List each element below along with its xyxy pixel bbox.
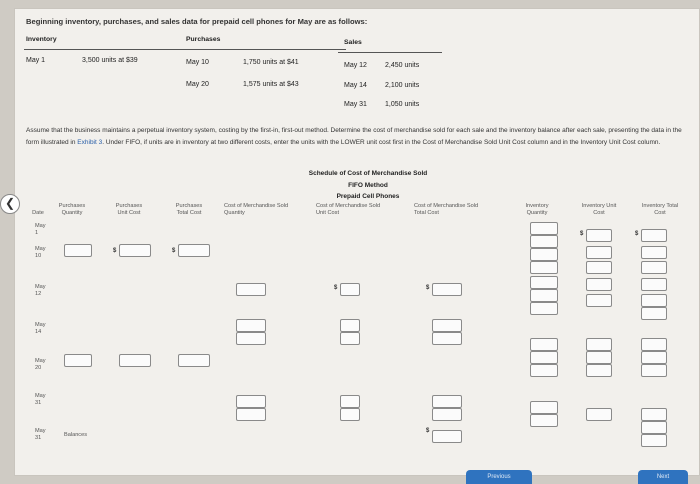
purchase-date: May 10 (186, 59, 209, 66)
cms-qty-input[interactable] (236, 395, 266, 408)
instructions-text: Assume that the business maintains a perpetual inventory system, costing by the first-in, first-out method. Determine the cost of merchandise sold for each sale and the inventory balance after each sale, presenting the data in the form illustrated in (26, 127, 682, 146)
currency-sign: $ (426, 285, 430, 291)
instructions (26, 125, 692, 149)
inventory-unit-cost-input[interactable] (586, 364, 612, 377)
row-month: May (35, 393, 46, 399)
cms-qty-input[interactable] (236, 283, 266, 296)
purchase-units: 1,750 units at $41 (243, 59, 299, 66)
row-label (35, 246, 46, 260)
inventory-qty-input[interactable] (530, 414, 558, 427)
row-label (35, 284, 46, 298)
currency-sign: $ (172, 248, 176, 254)
row-day: 1 (35, 230, 39, 236)
inventory-total-cost-input[interactable] (641, 351, 667, 364)
sale-date: May 31 (344, 101, 367, 108)
currency-sign: $ (580, 231, 584, 237)
cms-total-cost-input[interactable] (432, 408, 462, 421)
purchase-date: May 20 (186, 81, 209, 88)
inventory-qty-input[interactable] (530, 261, 558, 274)
col-inventory-total (628, 203, 692, 217)
inventory-qty-input[interactable] (530, 401, 558, 414)
purchase-unit-cost-input[interactable] (119, 244, 151, 257)
inventory-total-cost-input[interactable] (641, 421, 667, 434)
inventory-qty-input[interactable] (530, 222, 558, 235)
cms-total-cost-input[interactable] (432, 283, 462, 296)
instructions-text-2: . Under FIFO, if units are in inventory at two different costs, enter the units with the LOWER unit cost first in the Cost of Merchandise Sold Unit Cost column and in the Inventory Unit Cost column. (102, 138, 661, 146)
col-label: Quantity (526, 210, 548, 216)
cms-qty-input[interactable] (236, 319, 266, 332)
col-cms-qty (224, 203, 314, 217)
cms-unit-cost-input[interactable] (340, 408, 360, 421)
exhibit-link[interactable]: Exhibit 3 (77, 138, 103, 146)
cms-unit-cost-input[interactable] (340, 395, 360, 408)
inventory-unit-cost-input[interactable] (586, 229, 612, 242)
currency-sign: $ (635, 231, 639, 237)
inventory-unit-cost-input[interactable] (586, 351, 612, 364)
worksheet (14, 8, 700, 480)
col-label: Unit Cost (316, 210, 340, 216)
next-button[interactable]: Next (638, 470, 688, 484)
sale-units: 2,450 units (385, 62, 420, 69)
inventory-unit-cost-input[interactable] (586, 408, 612, 421)
col-label: Inventory Total (641, 203, 679, 209)
inventory-total-cost-input[interactable] (641, 246, 667, 259)
inventory-unit-cost-input[interactable] (586, 338, 612, 351)
inventory-total-cost-input[interactable] (641, 294, 667, 307)
purchase-units: 1,575 units at $43 (243, 81, 299, 88)
row-month: May (35, 246, 46, 252)
cms-qty-input[interactable] (236, 332, 266, 345)
row-month: May (35, 223, 46, 229)
col-label: Cost (654, 210, 666, 216)
sale-date: May 14 (344, 82, 367, 89)
row-day: 10 (35, 253, 42, 259)
inventory-qty-input[interactable] (530, 248, 558, 261)
back-arrow-icon[interactable]: ❮ (0, 194, 20, 214)
col-date: Date (32, 210, 44, 216)
inventory-unit-cost-input[interactable] (586, 294, 612, 307)
inventory-total-cost-input[interactable] (641, 307, 667, 320)
cms-unit-cost-input[interactable] (340, 283, 360, 296)
row-day: 31 (35, 435, 42, 441)
currency-sign: $ (113, 248, 117, 254)
row-month: May (35, 358, 46, 364)
cms-unit-cost-input[interactable] (340, 332, 360, 345)
sale-date: May 12 (344, 62, 367, 69)
row-label (35, 358, 46, 372)
col-label: Cost of Merchandise Sold (316, 203, 381, 209)
sales-header: Sales (344, 39, 362, 46)
row-day: 20 (35, 365, 42, 371)
purchases-header: Purchases (186, 36, 221, 43)
purchase-total-cost-input[interactable] (178, 354, 210, 367)
inventory-total-cost-input[interactable] (641, 364, 667, 377)
previous-button[interactable]: Previous (466, 470, 532, 484)
row-day: 12 (35, 291, 42, 297)
row-label (35, 322, 46, 336)
col-label: Inventory (525, 203, 549, 209)
purchase-qty-input[interactable] (64, 354, 92, 367)
col-inventory-qty (517, 203, 557, 217)
col-label: Quantity (61, 210, 83, 216)
row-label (35, 428, 46, 442)
col-label: Purchases (175, 203, 203, 209)
col-label: Quantity (224, 210, 245, 216)
row-label (35, 393, 46, 407)
inventory-qty-input[interactable] (530, 338, 558, 351)
row-day: 14 (35, 329, 42, 335)
col-purchases-qty (50, 203, 94, 217)
cms-unit-cost-input[interactable] (340, 319, 360, 332)
col-label: Purchases (58, 203, 86, 209)
col-label: Total Cost (414, 210, 439, 216)
inventory-total-cost-input[interactable] (641, 229, 667, 242)
currency-sign: $ (426, 428, 430, 434)
currency-sign: $ (334, 285, 338, 291)
col-cms-total (414, 203, 506, 217)
inventory-total-cost-input[interactable] (641, 278, 667, 291)
schedule-title: Schedule of Cost of Merchandise Sold (308, 170, 428, 177)
sale-units: 2,100 units (385, 82, 420, 89)
inventory-total-balance-input[interactable] (641, 434, 667, 447)
inventory-qty-input[interactable] (530, 302, 558, 315)
schedule-product: Prepaid Cell Phones (336, 193, 400, 200)
inventory-date: May 1 (26, 57, 46, 64)
purchase-qty-input[interactable] (64, 244, 92, 257)
cms-total-cost-input[interactable] (432, 332, 462, 345)
inventory-unit-cost-input[interactable] (586, 278, 612, 291)
row-month: May (35, 284, 46, 290)
row-label (35, 223, 46, 237)
col-label: Unit Cost (117, 210, 141, 216)
col-purchases-unit (106, 203, 152, 217)
intro-text: Beginning inventory, purchases, and sales data for prepaid cell phones for May are as follows: (26, 17, 368, 26)
purchase-total-cost-input[interactable] (178, 244, 210, 257)
col-cms-unit (316, 203, 406, 217)
inventory-header: Inventory (26, 36, 57, 43)
inventory-total-cost-input[interactable] (641, 261, 667, 274)
schedule-method: FIFO Method (348, 182, 388, 189)
header-underline (24, 49, 346, 50)
balances-label: Balances (64, 432, 88, 438)
cms-qty-input[interactable] (236, 408, 266, 421)
row-month: May (35, 322, 46, 328)
inventory-unit-cost-input[interactable] (586, 261, 612, 274)
row-day: 31 (35, 400, 42, 406)
col-label: Total Cost (176, 210, 202, 216)
col-label: Cost of Merchandise Sold (414, 203, 479, 209)
inventory-unit-cost-input[interactable] (586, 246, 612, 259)
inventory-total-cost-input[interactable] (641, 408, 667, 421)
inventory-qty-input[interactable] (530, 364, 558, 377)
inventory-qty-input[interactable] (530, 235, 558, 248)
sale-units: 1,050 units (385, 101, 420, 108)
sales-underline (338, 52, 442, 53)
col-inventory-unit (570, 203, 628, 217)
col-label: Purchases (115, 203, 143, 209)
inventory-qty-input[interactable] (530, 351, 558, 364)
row-month: May (35, 428, 46, 434)
cms-total-cost-input[interactable] (432, 395, 462, 408)
col-label: Cost (593, 210, 605, 216)
col-purchases-total (166, 203, 212, 217)
inventory-qty-input[interactable] (530, 289, 558, 302)
cms-total-cost-input[interactable] (432, 319, 462, 332)
purchase-unit-cost-input[interactable] (119, 354, 151, 367)
inventory-total-cost-input[interactable] (641, 338, 667, 351)
inventory-qty-input[interactable] (530, 276, 558, 289)
inventory-units: 3,500 units at $39 (82, 57, 138, 64)
col-label: Cost of Merchandise Sold (224, 203, 289, 209)
cms-total-balance-input[interactable] (432, 430, 462, 443)
col-label: Inventory Unit (581, 203, 617, 209)
